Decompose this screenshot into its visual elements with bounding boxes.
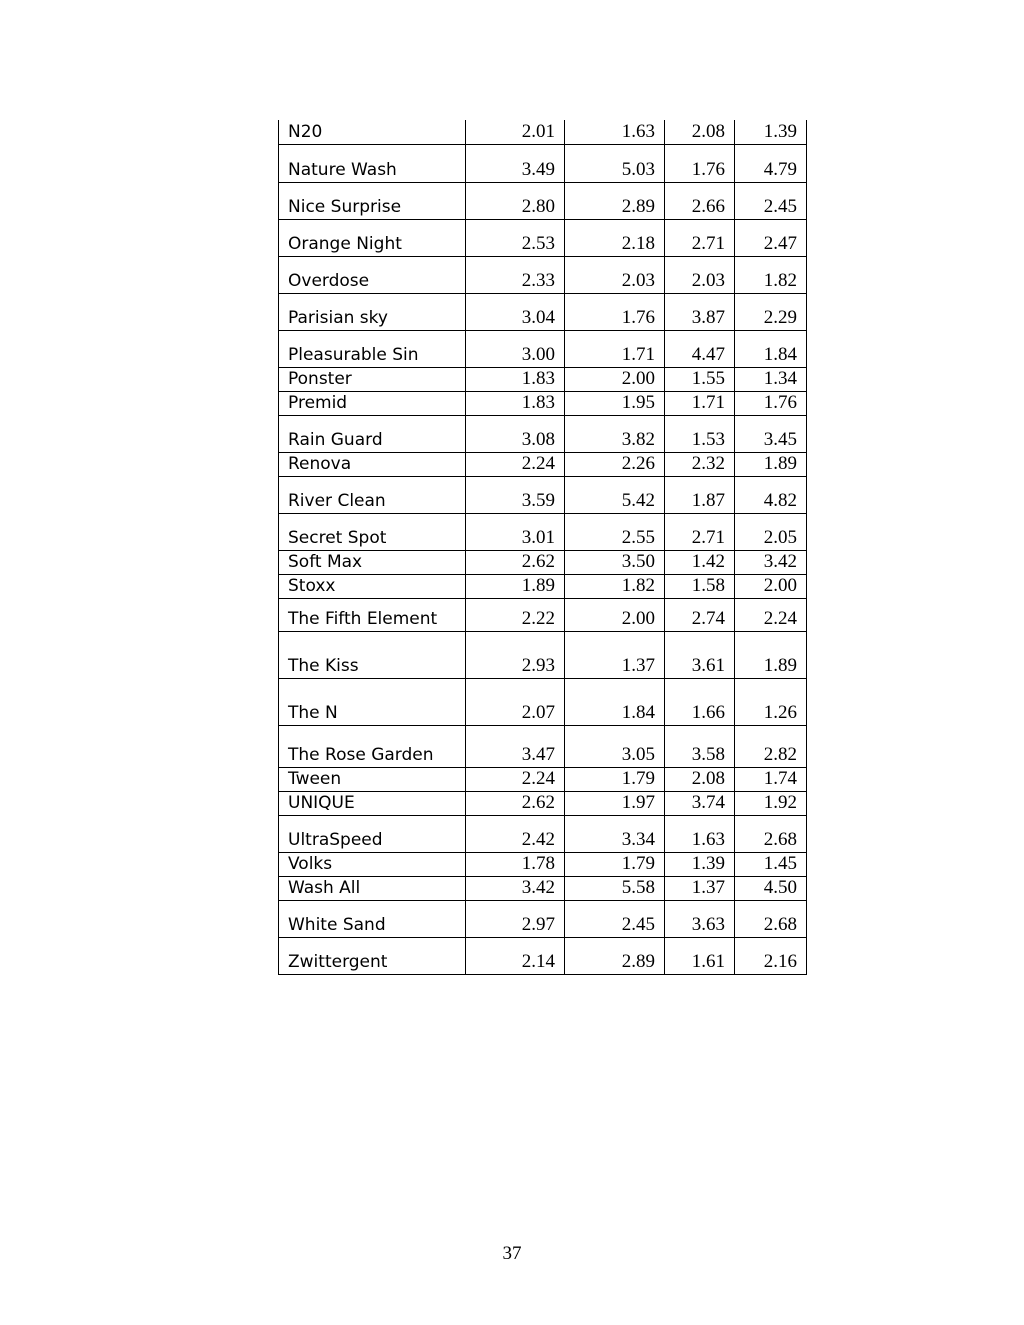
cell-value-col-2: 1.82 (565, 574, 665, 598)
table-row (279, 415, 807, 452)
cell-value-col-3: 4.47 (665, 330, 735, 367)
table-row (279, 367, 807, 391)
table-row (279, 574, 807, 598)
table-row (279, 330, 807, 367)
table-row (279, 725, 807, 767)
table-row (279, 815, 807, 852)
cell-value-col-2: 2.00 (565, 598, 665, 631)
cell-value-col-1: 1.83 (466, 367, 565, 391)
cell-value-col-1: 2.93 (466, 631, 565, 678)
cell-product-name: Volks (279, 852, 466, 876)
cell-product-name: Nature Wash (279, 144, 466, 182)
cell-product-name: The Rose Garden (279, 725, 466, 767)
table-row (279, 513, 807, 550)
cell-value-col-4: 3.42 (735, 550, 807, 574)
cell-value-col-2: 1.79 (565, 852, 665, 876)
table-row (279, 767, 807, 791)
cell-product-name: Wash All (279, 876, 466, 900)
cell-value-col-2: 5.42 (565, 476, 665, 513)
cell-value-col-4: 2.24 (735, 598, 807, 631)
cell-value-col-3: 1.53 (665, 415, 735, 452)
cell-value-col-1: 3.49 (466, 144, 565, 182)
cell-value-col-3: 2.32 (665, 452, 735, 476)
cell-value-col-4: 2.29 (735, 293, 807, 330)
cell-value-col-1: 3.59 (466, 476, 565, 513)
table-row (279, 256, 807, 293)
cell-value-col-3: 1.55 (665, 367, 735, 391)
cell-value-col-2: 5.58 (565, 876, 665, 900)
cell-value-col-1: 2.42 (466, 815, 565, 852)
cell-value-col-3: 3.58 (665, 725, 735, 767)
cell-value-col-4: 2.68 (735, 815, 807, 852)
cell-value-col-4: 1.76 (735, 391, 807, 415)
cell-value-col-3: 2.71 (665, 219, 735, 256)
cell-value-col-1: 3.42 (466, 876, 565, 900)
cell-value-col-2: 1.76 (565, 293, 665, 330)
cell-product-name: Soft Max (279, 550, 466, 574)
cell-value-col-1: 2.24 (466, 767, 565, 791)
cell-value-col-3: 1.61 (665, 937, 735, 974)
cell-value-col-3: 2.03 (665, 256, 735, 293)
cell-value-col-3: 1.66 (665, 678, 735, 725)
cell-value-col-1: 2.53 (466, 219, 565, 256)
cell-value-col-4: 1.89 (735, 452, 807, 476)
table-row (279, 144, 807, 182)
cell-value-col-2: 1.79 (565, 767, 665, 791)
cell-value-col-1: 2.80 (466, 182, 565, 219)
table-row (279, 852, 807, 876)
cell-value-col-2: 1.63 (565, 120, 665, 144)
cell-value-col-4: 2.82 (735, 725, 807, 767)
cell-product-name: Parisian sky (279, 293, 466, 330)
cell-product-name: Ponster (279, 367, 466, 391)
cell-value-col-2: 1.84 (565, 678, 665, 725)
cell-value-col-4: 2.68 (735, 900, 807, 937)
cell-value-col-3: 1.63 (665, 815, 735, 852)
cell-value-col-2: 1.37 (565, 631, 665, 678)
cell-product-name: The Kiss (279, 631, 466, 678)
cell-value-col-1: 2.24 (466, 452, 565, 476)
cell-value-col-2: 3.34 (565, 815, 665, 852)
cell-value-col-3: 2.74 (665, 598, 735, 631)
cell-value-col-2: 2.89 (565, 937, 665, 974)
table-row (279, 452, 807, 476)
cell-value-col-2: 3.05 (565, 725, 665, 767)
cell-value-col-2: 2.18 (565, 219, 665, 256)
cell-value-col-2: 2.26 (565, 452, 665, 476)
cell-value-col-4: 4.79 (735, 144, 807, 182)
table-row (279, 598, 807, 631)
cell-value-col-3: 2.08 (665, 767, 735, 791)
cell-value-col-1: 3.04 (466, 293, 565, 330)
cell-value-col-2: 2.03 (565, 256, 665, 293)
table-row (279, 391, 807, 415)
cell-value-col-4: 2.00 (735, 574, 807, 598)
cell-value-col-1: 2.97 (466, 900, 565, 937)
cell-value-col-1: 2.01 (466, 120, 565, 144)
cell-value-col-4: 1.92 (735, 791, 807, 815)
cell-product-name: Secret Spot (279, 513, 466, 550)
cell-value-col-3: 1.87 (665, 476, 735, 513)
cell-value-col-2: 2.89 (565, 182, 665, 219)
cell-value-col-1: 2.62 (466, 791, 565, 815)
cell-product-name: Rain Guard (279, 415, 466, 452)
cell-value-col-4: 4.50 (735, 876, 807, 900)
cell-value-col-1: 1.78 (466, 852, 565, 876)
table-row (279, 937, 807, 974)
cell-product-name: Tween (279, 767, 466, 791)
table-row (279, 631, 807, 678)
table-row (279, 678, 807, 725)
cell-value-col-3: 1.71 (665, 391, 735, 415)
cell-value-col-3: 3.63 (665, 900, 735, 937)
cell-value-col-1: 2.14 (466, 937, 565, 974)
table-row (279, 293, 807, 330)
cell-value-col-4: 1.82 (735, 256, 807, 293)
cell-value-col-3: 2.66 (665, 182, 735, 219)
cell-product-name: UNIQUE (279, 791, 466, 815)
cell-value-col-2: 1.97 (565, 791, 665, 815)
cell-value-col-4: 1.34 (735, 367, 807, 391)
table-row (279, 120, 807, 144)
cell-value-col-1: 1.89 (466, 574, 565, 598)
cell-product-name: Zwittergent (279, 937, 466, 974)
table-row (279, 876, 807, 900)
table-row (279, 182, 807, 219)
cell-value-col-3: 3.74 (665, 791, 735, 815)
cell-value-col-4: 1.26 (735, 678, 807, 725)
cell-product-name: Orange Night (279, 219, 466, 256)
data-table (278, 120, 807, 975)
cell-value-col-1: 3.00 (466, 330, 565, 367)
cell-product-name: N20 (279, 120, 466, 144)
cell-value-col-2: 3.82 (565, 415, 665, 452)
cell-value-col-3: 1.76 (665, 144, 735, 182)
cell-value-col-4: 1.74 (735, 767, 807, 791)
cell-value-col-4: 1.84 (735, 330, 807, 367)
cell-value-col-4: 3.45 (735, 415, 807, 452)
cell-value-col-3: 1.37 (665, 876, 735, 900)
cell-value-col-4: 4.82 (735, 476, 807, 513)
cell-value-col-4: 1.89 (735, 631, 807, 678)
cell-value-col-2: 3.50 (565, 550, 665, 574)
cell-value-col-4: 2.45 (735, 182, 807, 219)
cell-value-col-3: 1.42 (665, 550, 735, 574)
cell-value-col-3: 3.61 (665, 631, 735, 678)
cell-product-name: UltraSpeed (279, 815, 466, 852)
cell-value-col-1: 3.01 (466, 513, 565, 550)
cell-value-col-3: 2.71 (665, 513, 735, 550)
cell-value-col-3: 2.08 (665, 120, 735, 144)
cell-value-col-4: 2.47 (735, 219, 807, 256)
cell-value-col-2: 1.71 (565, 330, 665, 367)
cell-value-col-2: 2.00 (565, 367, 665, 391)
table-row (279, 219, 807, 256)
cell-product-name: River Clean (279, 476, 466, 513)
table-row (279, 550, 807, 574)
page-number: 37 (502, 1243, 522, 1264)
cell-product-name: Overdose (279, 256, 466, 293)
cell-value-col-1: 2.62 (466, 550, 565, 574)
cell-value-col-2: 5.03 (565, 144, 665, 182)
table-row (279, 791, 807, 815)
cell-value-col-4: 2.16 (735, 937, 807, 974)
cell-value-col-1: 2.22 (466, 598, 565, 631)
cell-value-col-1: 1.83 (466, 391, 565, 415)
cell-value-col-4: 2.05 (735, 513, 807, 550)
cell-value-col-1: 2.07 (466, 678, 565, 725)
cell-product-name: White Sand (279, 900, 466, 937)
table-body (279, 120, 807, 974)
cell-product-name: The Fifth Element (279, 598, 466, 631)
cell-value-col-2: 1.95 (565, 391, 665, 415)
cell-value-col-3: 1.39 (665, 852, 735, 876)
cell-product-name: Premid (279, 391, 466, 415)
cell-value-col-1: 3.08 (466, 415, 565, 452)
cell-value-col-2: 2.55 (565, 513, 665, 550)
table-row (279, 900, 807, 937)
cell-value-col-2: 2.45 (565, 900, 665, 937)
cell-product-name: The N (279, 678, 466, 725)
cell-value-col-1: 2.33 (466, 256, 565, 293)
cell-product-name: Stoxx (279, 574, 466, 598)
cell-product-name: Renova (279, 452, 466, 476)
cell-value-col-4: 1.45 (735, 852, 807, 876)
cell-value-col-3: 3.87 (665, 293, 735, 330)
cell-value-col-3: 1.58 (665, 574, 735, 598)
table-row (279, 476, 807, 513)
cell-product-name: Nice Surprise (279, 182, 466, 219)
cell-product-name: Pleasurable Sin (279, 330, 466, 367)
cell-value-col-4: 1.39 (735, 120, 807, 144)
cell-value-col-1: 3.47 (466, 725, 565, 767)
